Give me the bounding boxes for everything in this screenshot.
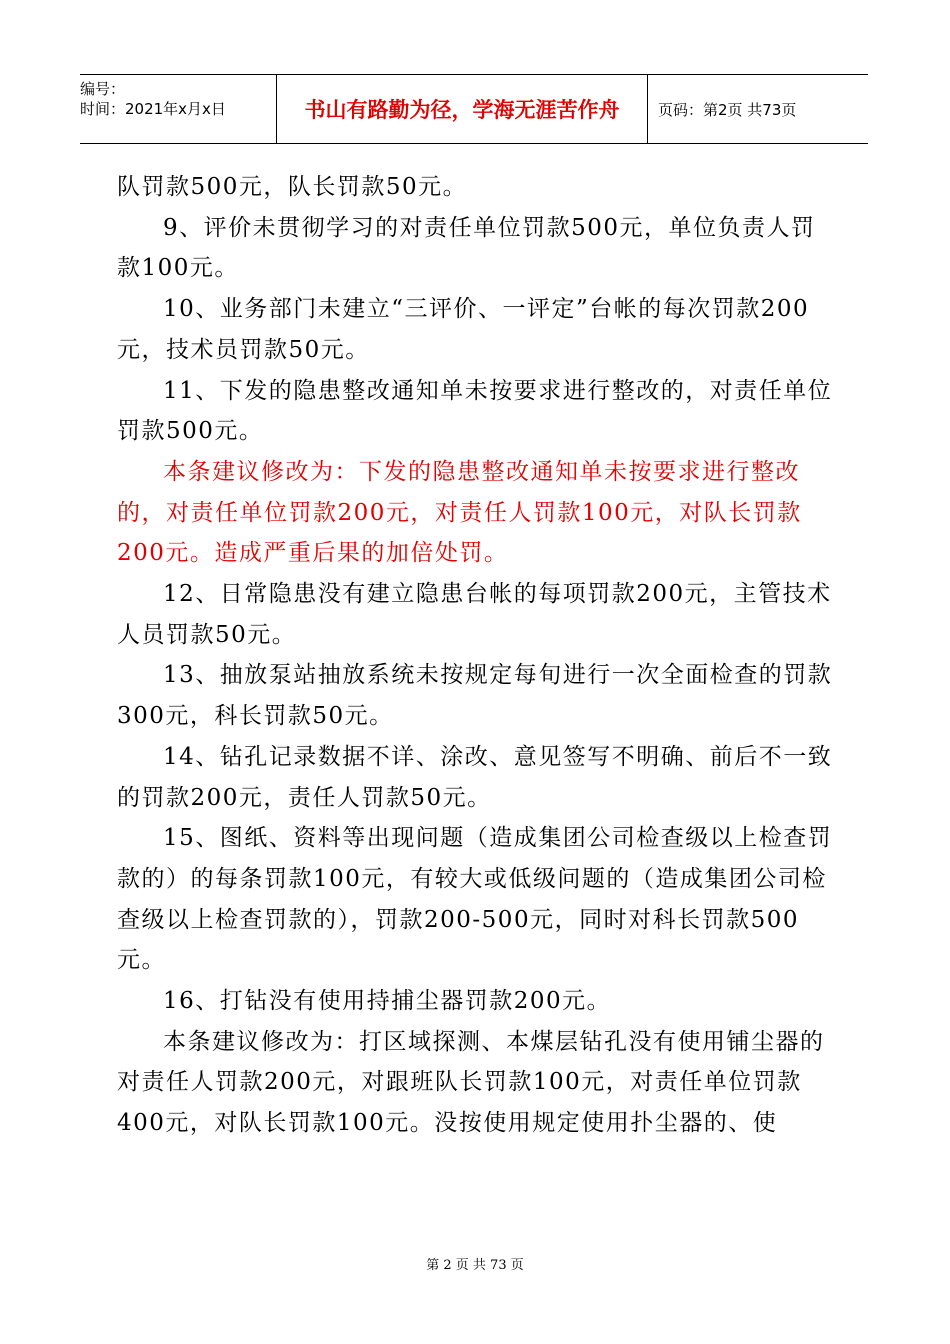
document-paragraph: 10、业务部门未建立“三评价、一评定”台帐的每次罚款200元，技术员罚款50元。 [117,296,810,363]
document-paragraph: 15、图纸、资料等出现问题（造成集团公司检查级以上检查罚款的）的每条罚款100元，有较大或低级问题的（造成集团公司检查级以上检查罚款的），罚款200-500元，同时对科长罚款500元。 [117,825,833,974]
document-paragraph: 14、钻孔记录数据不详、涂改、意见签写不明确、前后不一致的罚款200元，责任人罚款50元。 [117,743,833,811]
document-number-label: 编号： [80,80,126,98]
document-paragraph: 队罚款500元，队长罚款50元。 [117,174,468,200]
header-meta [80,75,276,143]
document-paragraph: 16、打钻没有使用持捕尘器罚款200元。 [163,988,612,1015]
page-footer: 第 2 页 共 73 页 [426,1258,524,1273]
document-paragraph: 12、日常隐患没有建立隐患台帐的每项罚款200元，主管技术人员罚款50元。 [117,581,832,648]
document-paragraph: 本条建议修改为：打区域探测、本煤层钻孔没有使用铺尘器的对责任人罚款200元，对跟班队长罚款100元，对责任单位罚款400元，对队长罚款100元。没按使用规定使用扑尘器的、使 [117,1028,825,1137]
document-time-label: 时间：2021年x月x日 [80,100,226,118]
page-header [80,74,868,144]
document-body [117,167,837,1144]
document-paragraph: 9、评价未贯彻学习的对责任单位罚款500元，单位负责人罚款100元。 [117,214,816,282]
document-paragraph: 13、抽放泵站抽放系统未按规定每旬进行一次全面检查的罚款300元，科长罚款50元。 [117,662,833,730]
header-motto: 书山有路勤为径，学海无涯苦作舟 [276,75,648,143]
header-page-number: 页码：第2页 共73页 [658,100,797,119]
document-paragraph: 11、下发的隐患整改通知单未按要求进行整改的，对责任单位罚款500元。 [117,377,833,445]
suggested-revision-paragraph: 本条建议修改为：下发的隐患整改通知单未按要求进行整改的，对责任单位罚款200元，对责任人罚款100元，对队长罚款200元。造成严重后果的加倍处罚。 [117,458,802,567]
